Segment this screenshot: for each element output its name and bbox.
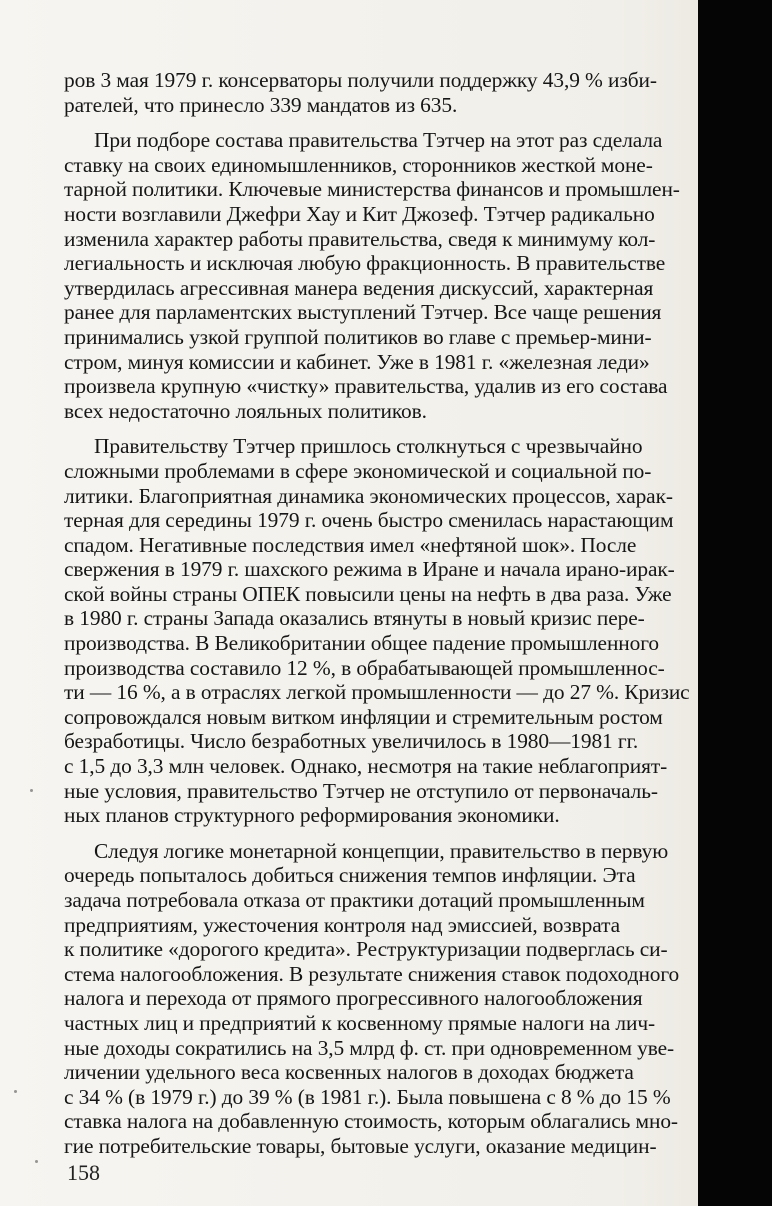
- text-line: ти — 16 %, а в отраслях легкой промышленности — до 27 %. Кризис: [64, 680, 690, 705]
- text-line: частных лиц и предприятий к косвенному прямые налоги на лич-: [64, 1010, 656, 1035]
- text-line: ров 3 мая 1979 г. консерваторы получили поддержку 43,9 % изби-: [64, 68, 657, 92]
- text-line: ные доходы сократились на 3,5 млрд ф. ст. при одновременном уве-: [64, 1035, 675, 1060]
- text-line: терная для середины 1979 г. очень быстро сменилась нарастающим: [64, 508, 674, 533]
- text-line: предприятиям, ужесточения контроля над эмиссией, возврата: [64, 912, 620, 937]
- text-line: задача потребовала отказа от практики дотаций промышленным: [64, 888, 645, 912]
- text-line: с 34 % (в 1979 г.) до 39 % (в 1981 г.). Была повышена с 8 % до 15 %: [64, 1084, 671, 1109]
- paragraph-gap: [64, 117, 698, 128]
- text-line: утвердилась агрессивная манера ведения дискуссий, характерная: [64, 275, 654, 300]
- text-line: в 1980 г. страны Запада оказались втянуты в новый кризис пере-: [64, 606, 645, 631]
- text-line: стром, минуя комиссии и кабинет. Уже в 1981 г. «железная леди»: [64, 349, 650, 374]
- paragraph-gap: [64, 828, 698, 839]
- text-line: сложными проблемами в сфере экономической и социальной по-: [64, 458, 652, 483]
- text-line: всех недостаточно лояльных политиков.: [64, 398, 427, 423]
- text-line: производства. В Великобритании общее падение промышленного: [64, 631, 659, 656]
- text-line: гие потребительские товары, бытовые услуги, оказание медицин-: [64, 1133, 657, 1158]
- paragraph: [64, 839, 698, 1159]
- text-line: к политике «дорогого кредита». Реструктуризации подверглась си-: [64, 937, 668, 962]
- scan-speck: [14, 1090, 17, 1093]
- text-line: ставку на своих единомышленников, сторонников жесткой моне-: [64, 152, 653, 177]
- text-line: Следуя логике монетарной концепции, правительство в первую: [94, 838, 669, 863]
- text-line: ставка налога на добавленную стоимость, которым облагались мно-: [64, 1109, 678, 1134]
- text-line: легиальность и исключая любую фракционность. В правительстве: [64, 251, 666, 276]
- text-line: личении удельного веса косвенных налогов в доходах бюджета: [64, 1060, 634, 1085]
- text-line: сопровождался новым витком инфляции и стремительным ростом: [64, 704, 663, 729]
- scan-speck: [35, 1160, 38, 1163]
- text-line: стема налогообложения. В результате снижения ставок подоходного: [64, 961, 680, 986]
- text-line: ности возглавили Джефри Хау и Кит Джозеф. Тэтчер радикально: [64, 201, 655, 226]
- text-line: с 1,5 до 3,3 млн человек. Однако, несмотря на такие неблагоприят-: [64, 754, 668, 779]
- text-line: При подборе состава правительства Тэтчер на этот раз сделала: [94, 128, 663, 153]
- page-number: 158: [67, 1160, 100, 1185]
- scan-speck: [30, 789, 33, 792]
- text-line: ской войны страны ОПЕК повысили цены на нефть в два раза. Уже: [64, 581, 672, 606]
- text-line: безработицы. Число безработных увеличилось в 1980—1981 гг.: [64, 729, 639, 754]
- text-line: литики. Благоприятная динамика экономических процессов, харак-: [64, 483, 673, 508]
- text-line: изменила характер работы правительства, сведя к минимуму кол-: [64, 226, 656, 251]
- text-line: ранее для парламентских выступлений Тэтчер. Все чаще решения: [64, 300, 662, 325]
- text-line: производства составило 12 %, в обрабатывающей промышленнос-: [64, 655, 665, 680]
- text-line: Правительству Тэтчер пришлось столкнуться с чрезвычайно: [94, 434, 643, 459]
- text-line: спадом. Негативные последствия имел «нефтяной шок». После: [64, 532, 637, 557]
- text-line: произвела крупную «чистку» правительства, удалив из его состава: [64, 374, 668, 399]
- text-line: ные условия, правительство Тэтчер не отступило от первоначаль-: [64, 778, 658, 803]
- paragraph: [64, 434, 698, 828]
- paragraph-gap: [64, 423, 698, 434]
- text-line: налога и перехода от прямого прогрессивного налогообложения: [64, 986, 643, 1011]
- text-line: рателей, что принесло 339 мандатов из 635.: [64, 92, 458, 117]
- text-line: очередь попыталось добиться снижения темпов инфляции. Эта: [64, 863, 636, 888]
- paragraph: [64, 68, 698, 117]
- body-text: [64, 68, 698, 1159]
- scan-dark-edge: [698, 0, 772, 1206]
- text-line: тарной политики. Ключевые министерства финансов и промышлен-: [64, 177, 680, 202]
- paragraph: [64, 128, 698, 423]
- text-line: ных планов структурного реформирования экономики.: [64, 803, 560, 828]
- text-line: принимались узкой группой политиков во главе с премьер-мини-: [64, 324, 652, 349]
- text-line: свержения в 1979 г. шахского режима в Иране и начала ирано-ирак-: [64, 557, 675, 582]
